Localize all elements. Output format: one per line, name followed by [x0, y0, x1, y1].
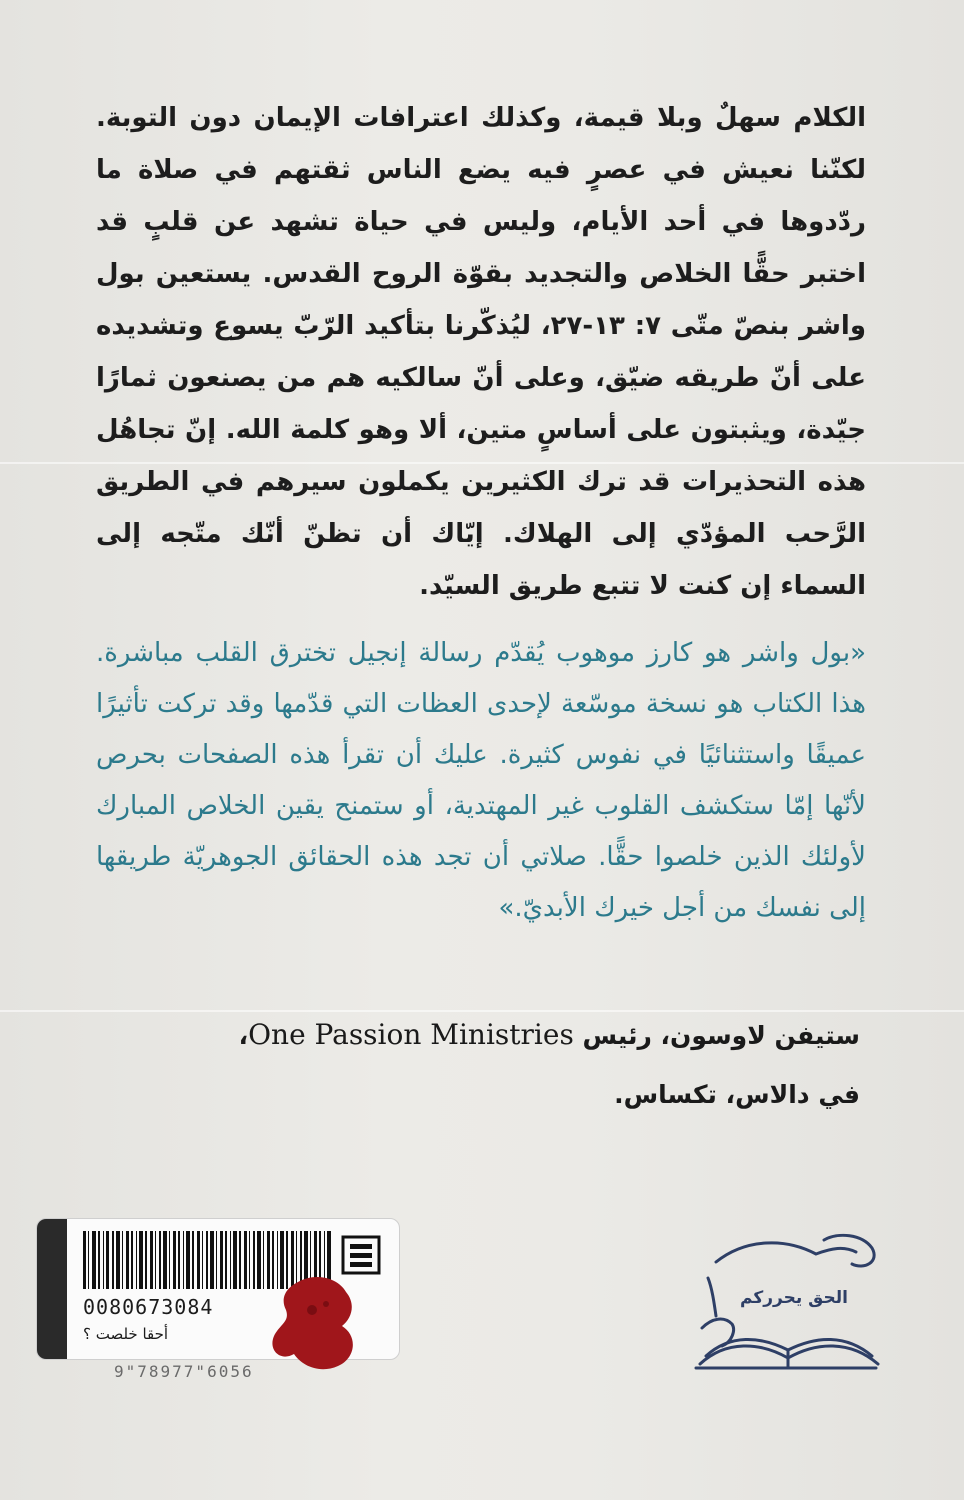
intro-paragraph: الكلام سهلٌ وبلا قيمة، وكذلك اعترافات الإيمان دون التوبة. لكنّنا نعيش في عصرٍ فيه يضع الناس ثقتهم في صلاة ما ردّدوها في أحد الأيام، وليس في حياة تشهد عن قلبٍ قد اختبر حقًّا الخلاص والتجديد بقوّة الروح القدس. يستعين بول واشر بنصّ متّى ٧: ١٣-٢٧، ليُذكّرنا بتأكيد الرّبّ يسوع وتشديده على أنّ طريقه ضيّق، وعلى أنّ سالكيه هم من يصنعون ثمارًا جيّدة، ويثبتون على أساسٍ متين، ألا وهو كلمة الله. إنّ تجاهُل هذه التحذيرات قد ترك الكثيرين يكملون سيرهم في الطريق الرَّحب المؤدّي إلى الهلاك. إيّاك أن تظنّ أنّك متّجه إلى السماء إن كنت لا تتبع طريق السيّد. — [96, 103, 866, 601]
isbn-number: 9"78977"6056 — [114, 1362, 254, 1381]
library-code-icon — [341, 1235, 381, 1275]
red-stain-icon — [268, 1274, 360, 1372]
sticker-book-title: أحقا خلصت ؟ — [83, 1325, 169, 1343]
ministry-name: One Passion Ministries — [248, 1018, 574, 1051]
signature-line-1 — [239, 1018, 860, 1051]
sticker-barcode-number: 0080673084 — [83, 1295, 214, 1319]
signature-name: ستيفن لاوسون، رئيس — [582, 1021, 860, 1050]
signature-comma: ، — [238, 1021, 249, 1050]
endorsement-quote: «بول واشر هو كارز موهوب يُقدّم رسالة إنجيل تخترق القلب مباشرة. هذا الكتاب هو نسخة موسّعة لإحدى العظات التي قدّمها وقد تركت تأثيرًا عميقًا واستثنائيًا في نفوس كثيرة. عليك أن تقرأ هذه الصفحات بحرص لأنّها إمّا ستكشف القلوب غير المهتدية، أو ستمنح يقين الخلاص المبارك لأولئك الذين خلصوا حقًّا. صلاتي أن تجد هذه الحقائق الجوهريّة طريقها إلى نفسك من أجل خيرك الأبديّ.» — [96, 638, 866, 923]
cover-crease-line — [0, 1010, 964, 1012]
library-spine-label — [37, 1219, 67, 1359]
publisher-logo-text: الحق يحرركم — [740, 1288, 848, 1308]
signature-location: في دالاس، تكساس. — [614, 1080, 860, 1109]
